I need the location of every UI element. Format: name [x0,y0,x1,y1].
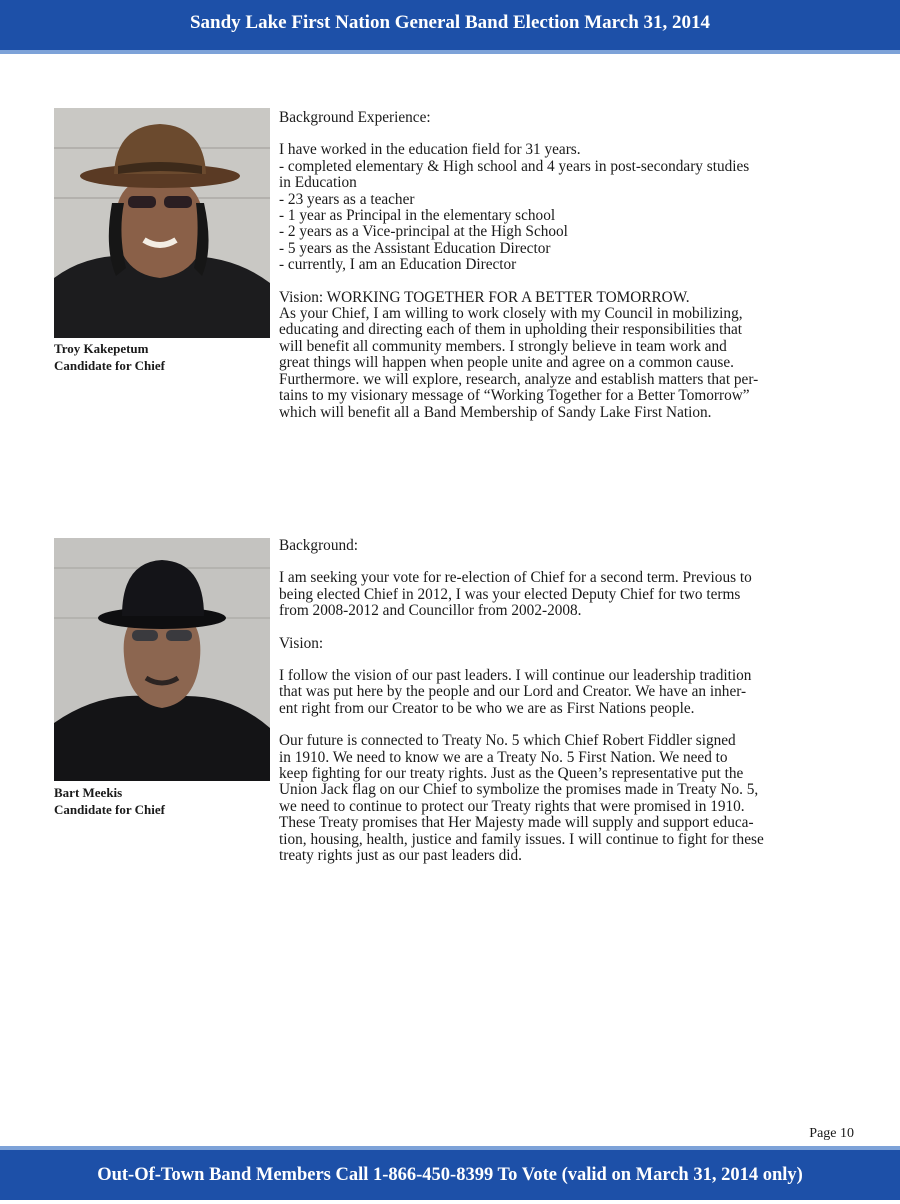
treaty-line: keep fighting for our treaty rights. Just as the Queen’s representative put the [279,765,744,783]
candidate-photo-troy [54,108,270,338]
vision-line: I follow the vision of our past leaders. I will continue our leadership tradition [279,667,752,685]
vision-line: tains to my visionary message of “Working Together for a Better Tomorrow” [279,387,750,405]
treaty-line: tion, housing, health, justice and family issues. I will continue to fight for these [279,830,764,848]
vision-line: Furthermore. we will explore, research, analyze and establish matters that per- [279,370,759,388]
vision-line: ent right from our Creator to be who we are as First Nations people. [279,699,695,717]
candidate-role: Candidate for Chief [54,802,165,817]
statement-line: from 2008-2012 and Councillor from 2002-2008. [279,602,582,620]
candidate-statement-troy [279,110,843,421]
page-header [0,0,900,54]
vision-line: great things will happen when people unite and agree on a common cause. [279,354,734,372]
statement-line: - 23 years as a teacher [279,190,415,208]
vision-line: will benefit all community members. I strongly believe in team work and [279,337,727,355]
vision-heading: Vision: [279,634,324,652]
treaty-line: in 1910. We need to know we are a Treaty No. 5 First Nation. We need to [279,748,728,766]
treaty-line: Union Jack flag on our Chief to symbolize the promises made in Treaty No. 5, [279,781,759,799]
candidate-statement-bart [279,538,843,865]
candidate-role: Candidate for Chief [54,358,165,373]
candidate-name: Bart Meekis [54,785,123,800]
candidate-caption-bart [54,784,165,818]
statement-heading: Background Experience: [279,109,431,126]
statement-line: in Education [279,174,357,192]
statement-line: - currently, I am an Education Director [279,256,517,274]
treaty-line: Our future is connected to Treaty No. 5 which Chief Robert Fiddler signed [279,732,736,750]
treaty-line: treaty rights just as our past leaders did. [279,847,522,865]
statement-line: I am seeking your vote for re-election of Chief for a second term. Previous to [279,569,752,587]
candidate-name: Troy Kakepetum [54,341,149,356]
header-title: Sandy Lake First Nation General Band Election March 31, 2014 [189,12,711,33]
page-footer [0,1146,900,1200]
vision-line: which will benefit all a Band Membership of Sandy Lake First Nation. [279,403,712,421]
vision-line: As your Chief, I am willing to work closely with my Council in mobilizing, [279,305,743,323]
statement-line: - 5 years as the Assistant Education Director [279,239,551,257]
statement-line: being elected Chief in 2012, I was your elected Deputy Chief for two terms [279,585,741,603]
footer-notice: Out-Of-Town Band Members Call 1-866-450-8399 To Vote (valid on March 31, 2014 only) [97,1165,803,1185]
statement-line: - 1 year as Principal in the elementary school [279,207,556,225]
treaty-line: These Treaty promises that Her Majesty made will supply and support educa- [279,814,754,832]
statement-line: I have worked in the education field for 31 years. [279,141,581,159]
candidate-caption-troy [54,340,165,374]
vision-line: Vision: WORKING TOGETHER FOR A BETTER TOMORROW. [279,288,690,306]
vision-line: educating and directing each of them in upholding their responsibilities that [279,321,743,339]
statement-line: - completed elementary & High school and 4 years in post-secondary studies [279,157,750,175]
statement-line: - 2 years as a Vice-principal at the High School [279,223,568,241]
statement-heading: Background: [279,537,359,554]
candidate-photo-bart [54,538,270,781]
page-number: Page 10 [809,1126,854,1141]
treaty-line: we need to continue to protect our Treaty rights that were promised in 1910. [279,797,745,815]
vision-line: that was put here by the people and our Lord and Creator. We have an inher- [279,683,747,701]
